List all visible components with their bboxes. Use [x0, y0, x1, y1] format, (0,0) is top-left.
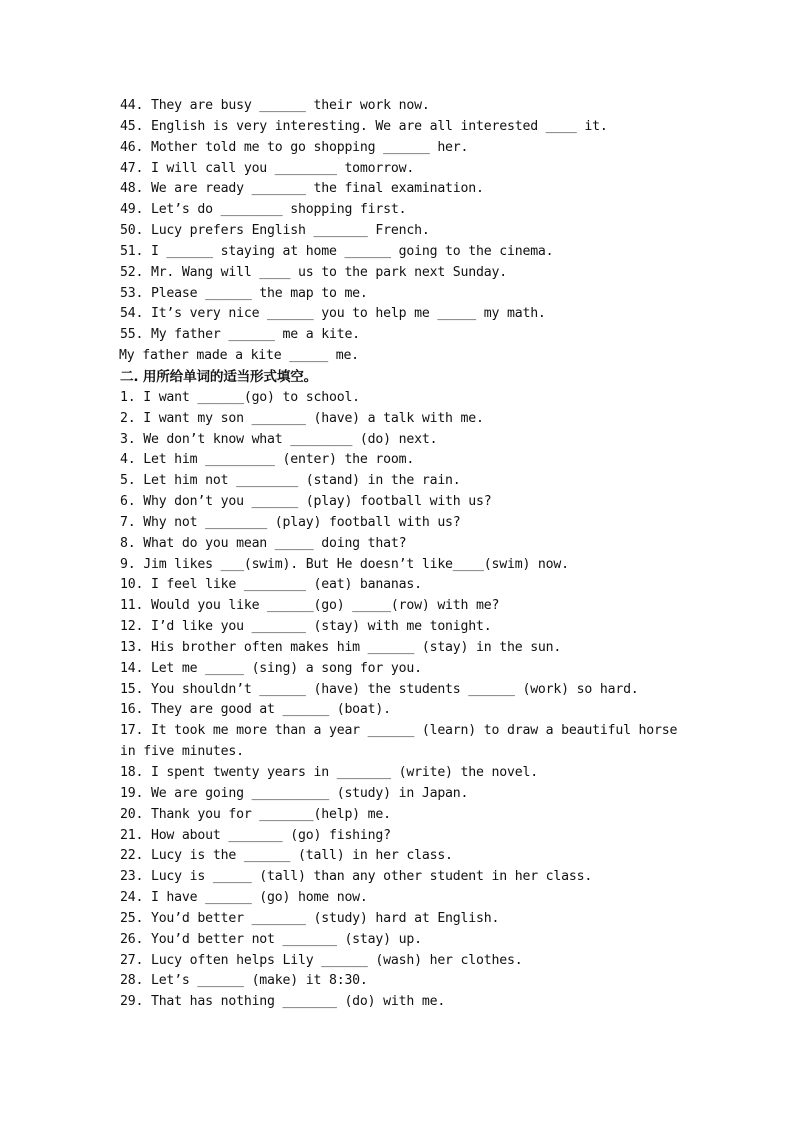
exercise-item-1: 1. I want ______(go) to school. — [120, 389, 360, 405]
exercise-item-10: 10. I feel like ________ (eat) bananas. — [120, 577, 422, 593]
exercise-item-8: 8. What do you mean _____ doing that? — [120, 535, 407, 551]
exercise-item-52: 52. Mr. Wang will ____ us to the park next Sunday. — [120, 264, 507, 280]
exercise-item-49: 49. Let’s do ________ shopping first. — [120, 202, 407, 218]
exercise-item-13: 13. His brother often makes him ______ (stay) in the sun. — [120, 639, 562, 655]
exercise-item-44: 44. They are busy ______ their work now. — [120, 98, 430, 113]
exercise-item-23: 23. Lucy is _____ (tall) than any other student in her class. — [120, 869, 593, 885]
exercise-item-27: 27. Lucy often helps Lily ______ (wash) her clothes. — [120, 952, 523, 968]
exercise-item-7: 7. Why not ________ (play) football with us? — [120, 514, 461, 530]
exercise-item-45: 45. English is very interesting. We are all interested ____ it. — [120, 118, 608, 134]
exercise-item-55: 55. My father ______ me a kite. — [120, 327, 360, 343]
exercise-item-50: 50. Lucy prefers English _______ French. — [120, 223, 430, 239]
exercise-item-25: 25. You’d better _______ (study) hard at English. — [120, 910, 500, 926]
exercise-item-21: 21. How about _______ (go) fishing? — [120, 827, 391, 843]
exercise-item-46: 46. Mother told me to go shopping ______ her. — [120, 139, 469, 155]
exercise-item-29: 29. That has nothing _______ (do) with me. — [120, 994, 446, 1010]
exercise-item-3: 3. We don’t know what ________ (do) next. — [120, 431, 438, 447]
exercise-item-26: 26. You’d better not _______ (stay) up. — [120, 931, 422, 947]
exercise-item-14: 14. Let me _____ (sing) a song for you. — [120, 660, 422, 676]
exercise-item-53: 53. Please ______ the map to me. — [120, 285, 368, 301]
exercise-item-54: 54. It’s very nice ______ you to help me _____ my math. — [120, 306, 546, 322]
exercise-item-6: 6. Why don’t you ______ (play) football with us? — [120, 494, 492, 510]
exercise-item-24: 24. I have ______ (go) home now. — [120, 890, 368, 906]
exercise-item-12: 12. I’d like you _______ (stay) with me tonight. — [120, 619, 492, 635]
exercise-item-16: 16. They are good at ______ (boat). — [120, 702, 391, 718]
exercise-item-55-continuation: My father made a kite _____ me. — [119, 348, 359, 364]
exercise-item-2: 2. I want my son _______ (have) a talk with me. — [120, 410, 484, 426]
exercise-item-20: 20. Thank you for _______(help) me. — [120, 806, 391, 822]
exercise-item-4: 4. Let him _________ (enter) the room. — [120, 452, 415, 468]
exercise-item-19: 19. We are going __________ (study) in Japan. — [120, 785, 469, 801]
exercise-item-11: 11. Would you like ______(go) _____(row) with me? — [120, 598, 500, 614]
exercise-item-18: 18. I spent twenty years in _______ (write) the novel. — [120, 765, 538, 780]
exercise-item-47: 47. I will call you ________ tomorrow. — [120, 160, 415, 176]
exercise-item-51: 51. I ______ staying at home ______ going to the cinema. — [120, 243, 554, 259]
exercise-item-15: 15. You shouldn’t ______ (have) the students ______ (work) so hard. — [120, 681, 639, 697]
exercise-item-28: 28. Let’s ______ (make) it 8:30. — [120, 973, 368, 989]
exercise-item-5: 5. Let him not ________ (stand) in the rain. — [120, 473, 461, 489]
exercise-item-9: 9. Jim likes ___(swim). But He doesn’t like____(swim) now. — [120, 556, 569, 572]
exercise-item-17-continuation: in five minutes. — [120, 744, 244, 760]
exercise-item-48: 48. We are ready _______ the final examination. — [120, 181, 484, 197]
exercise-item-17: 17. It took me more than a year ______ (learn) to draw a beautiful horse — [120, 723, 678, 739]
exercise-content — [120, 96, 690, 1013]
section-heading: 二. 用所给单词的适当形式填空。 — [120, 368, 318, 385]
exercise-item-22: 22. Lucy is the ______ (tall) in her class. — [120, 848, 453, 864]
